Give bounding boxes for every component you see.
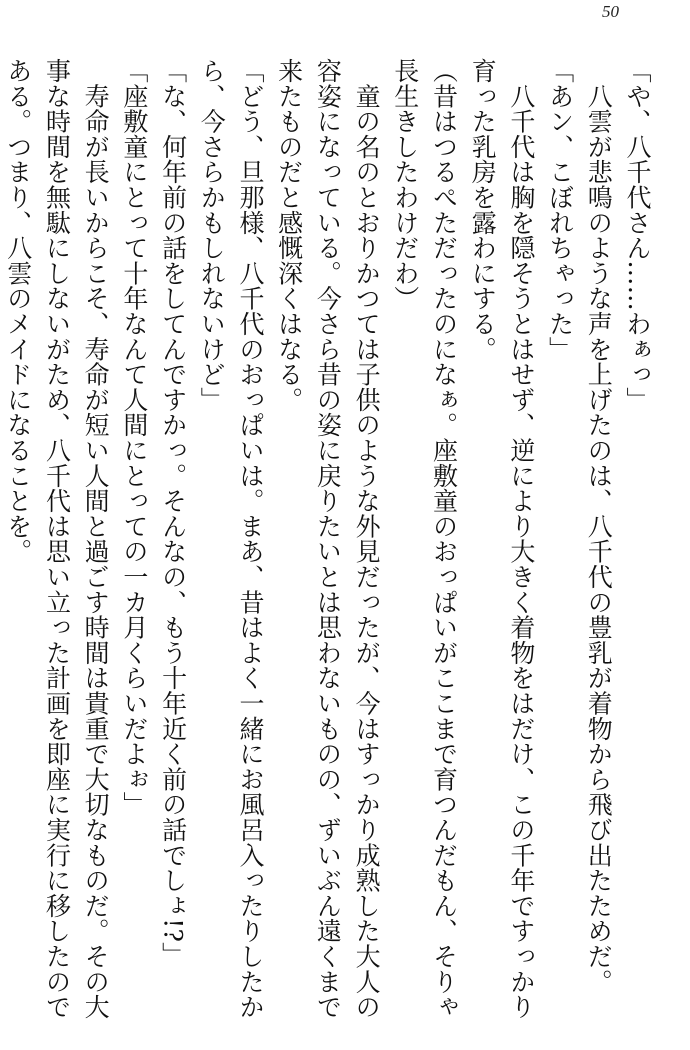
text-line: ある。つまり、八雲のメイドになることを。 <box>3 58 33 564</box>
text-line: 事な時間を無駄にしないがため、八千代は思い立った計画を即座に実行に移したので <box>42 58 72 1020</box>
page-number: 50 <box>602 2 619 21</box>
text-line: 「どう、旦那様、八千代のおっぱいは。まあ、昔はよく一緒にお風呂入ったりしたか <box>235 58 265 1020</box>
text-line: 童の名のとおりかつては子供のような外見だったが、今はすっかり成熟した大人の <box>352 58 382 1020</box>
text-line: 八雲が悲鳴のような声を上げたのは、八千代の豊乳が着物から飛び出たためだ。 <box>584 58 614 995</box>
text-line: 「や、八千代さん……わぁっ」 <box>623 58 652 413</box>
text-line: （昔はつるぺただったのになぁ。座敷童のおっぱいがここまで育つんだもん、そりゃ <box>429 58 459 1020</box>
body-text <box>0 58 656 1038</box>
text-line: 寿命が長いからこそ、寿命が短い人間と過ごす時間は貴重で大切なものだ。その大 <box>81 58 111 1020</box>
text-line: 育った乳房を露わにする。 <box>468 58 498 362</box>
text-line: 「な、何年前の話をしてんですかっ。そんなの、もう十年近く前の話でしょ!?」 <box>158 58 188 968</box>
text-line: 長生きしたわけだわ） <box>390 58 420 311</box>
text-line: 来たものだと感慨深くはなる。 <box>274 58 304 413</box>
text-line: 八千代は胸を隠そうとはせず、逆により大きく着物をはだけ、この千年ですっかり <box>506 58 536 1020</box>
text-line: 「座敷童にとって十年なんて人間にとっての一カ月くらいだよぉ」 <box>119 58 149 817</box>
text-line: 容姿になっている。今さら昔の姿に戻りたいとは思わないものの、ずいぶん遠くまで <box>313 58 343 1020</box>
text-line: 「あン、こぼれちゃった」 <box>545 58 575 362</box>
text-line: ら、今さらかもしれないけど」 <box>197 58 227 413</box>
